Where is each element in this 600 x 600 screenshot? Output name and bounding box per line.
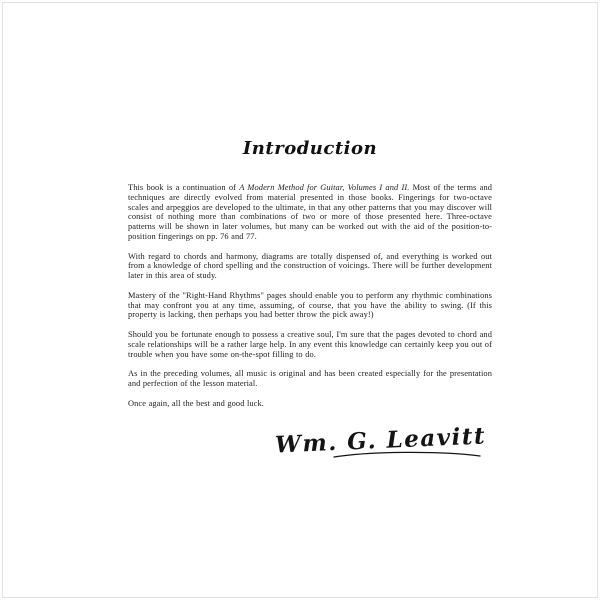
intro-paragraph-1 — [128, 183, 492, 242]
author-signature: Wm. G. Leavitt — [274, 421, 487, 459]
intro-paragraph-3: Mastery of the "Right-Hand Rhythms" pages should enable you to perform any rhythmic combinations that may confront you at any time, assuming, of course, that you have the ability to swing. (If this property is lacking, then perhaps you had better throw the pick away!) — [128, 290, 492, 320]
paragraph-text: Most of the terms and techniques are directly evolved from material presented in those books. Fingerings for two-octave scales and arpeggios are developed to the ultimate, in that any other patterns that you may discover will consist of nothing more than combinations of two or more of those presented here. Three-octave patterns will be shown in later volumes, but many can be worked out with the aid of the position-to-position fingerings on pp. 76 and 77. — [128, 183, 493, 241]
intro-paragraph-4: Should you be fortunate enough to possess a creative soul, I'm sure that the pages devoted to chord and scale relationships will be a rather large help. In any event this knowledge can certainly keep you out of trouble when you have some on-the-spot filling to do. — [128, 330, 492, 359]
paragraph-text: This book is a continuation of — [128, 183, 240, 192]
book-title-italic: A Modern Method for Guitar, Volumes I and II. — [239, 183, 410, 192]
intro-paragraph-5: As in the preceding volumes, all music is original and has been created especially for the presentation and perfection of the lesson material. — [128, 369, 492, 388]
page-content — [128, 138, 492, 460]
signature-block — [128, 421, 492, 460]
page-title: Introduction — [242, 138, 378, 159]
intro-paragraph-2: With regard to chords and harmony, diagrams are totally dispensed of, and everything is worked out from a knowledge of chord spelling and the construction of voicings. There will be further development later in this area of study. — [128, 251, 492, 280]
intro-paragraph-6: Once again, all the best and good luck. — [128, 398, 265, 408]
